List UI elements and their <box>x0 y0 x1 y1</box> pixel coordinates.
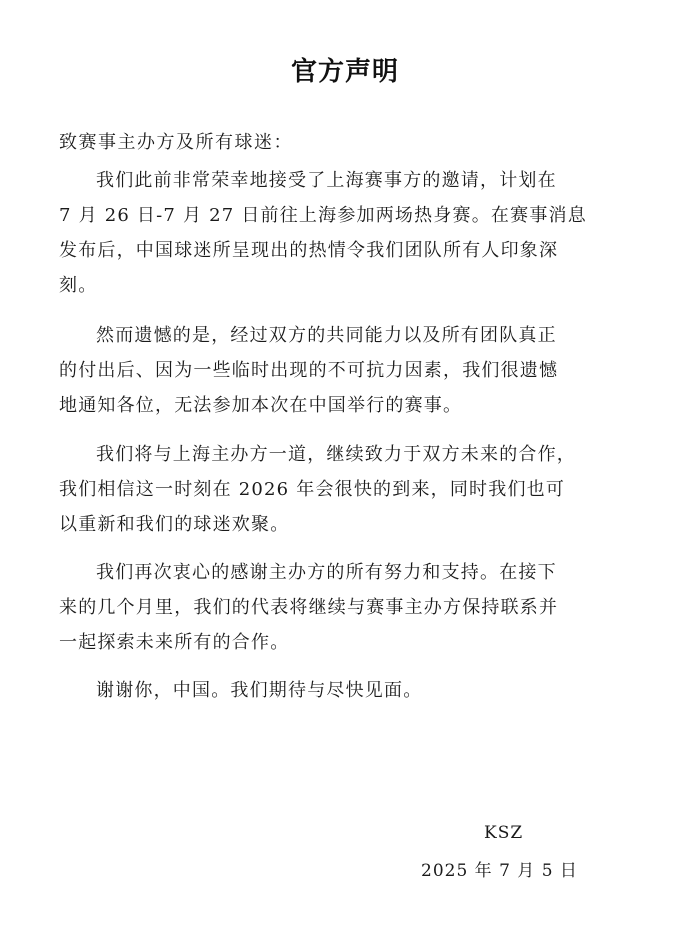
paragraph-thanks-organizer <box>59 555 634 660</box>
paragraph-line: 来的几个月里，我们的代表将继续与赛事主办方保持联系并 <box>59 597 559 618</box>
signature-date: 2025 年 7 月 5 日 <box>421 861 578 881</box>
paragraph-line: 发布后，中国球迷所呈现出的热情令我们团队所有人印象深 <box>59 240 559 261</box>
paragraph-future-cooperation <box>59 437 634 542</box>
paragraph-line: 地通知各位，无法参加本次在中国举行的赛事。 <box>59 395 463 416</box>
paragraph-line: 的付出后、因为一些临时出现的不可抗力因素，我们很遗憾 <box>59 360 559 381</box>
paragraph-line: 一起探索未来所有的合作。 <box>59 632 290 653</box>
signature: KSZ <box>484 823 524 843</box>
paragraph-closing <box>59 673 634 708</box>
paragraph-line: 以重新和我们的球迷欢聚。 <box>59 514 290 535</box>
salutation: 致赛事主办方及所有球迷： <box>59 132 293 153</box>
paragraph-line: 我们将与上海主办方一道，继续致力于双方未来的合作， <box>96 444 576 465</box>
paragraph-line: 我们此前非常荣幸地接受了上海赛事方的邀请，计划在 <box>96 170 557 191</box>
paragraph-invitation <box>59 163 634 303</box>
paragraph-cancellation <box>59 318 634 423</box>
paragraph-line: 我们再次衷心的感谢主办方的所有努力和支持。在接下 <box>96 562 557 583</box>
paragraph-line: 7 月 26 日-7 月 27 日前往上海参加两场热身赛。在赛事消息 <box>59 205 587 226</box>
paragraph-line: 刻。 <box>59 275 98 296</box>
paragraph-line: 谢谢你，中国。我们期待与尽快见面。 <box>96 680 423 701</box>
paragraph-line: 然而遗憾的是，经过双方的共同能力以及所有团队真正 <box>96 325 557 346</box>
paragraph-line: 我们相信这一时刻在 2026 年会很快的到来，同时我们也可 <box>59 479 566 500</box>
document-title: 官方声明 <box>290 57 399 87</box>
